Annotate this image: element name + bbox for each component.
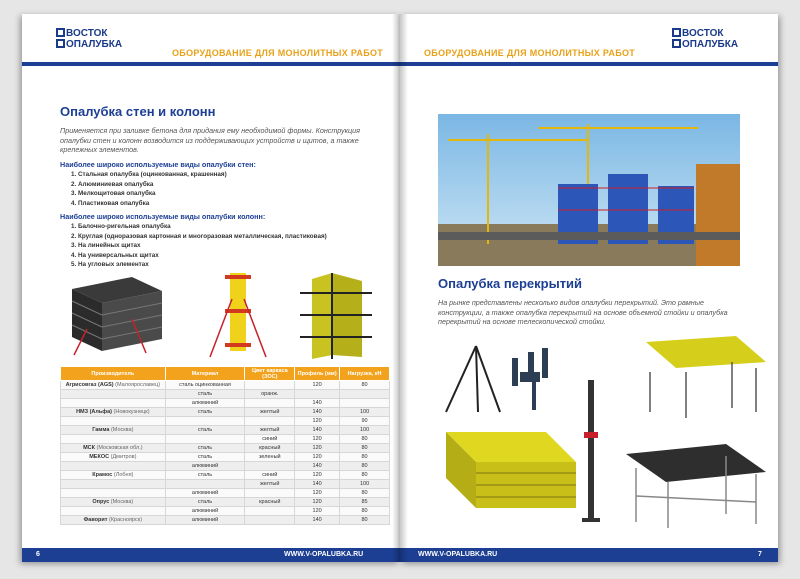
table-row [61, 489, 390, 498]
logo-letter-1: В [682, 28, 689, 39]
logo-line-2: ПАЛУБКА [689, 39, 739, 50]
wall-formwork-illustrations [62, 269, 382, 361]
page-number-left: 6 [36, 551, 40, 558]
maker-name: НМЗ (Альфа) [76, 409, 112, 415]
table-header-row [61, 367, 390, 381]
cell-color [245, 507, 295, 516]
cell-color: синий [245, 471, 295, 480]
table-row [61, 417, 390, 426]
cell-material: сталь [165, 444, 245, 453]
right-page [400, 14, 778, 562]
cell-material: алюминий [165, 516, 245, 525]
timber-beams-image [446, 432, 576, 508]
fork-head-image [512, 348, 548, 410]
list-item: 4. Пластиковая опалубка [78, 199, 368, 209]
brand-logo-right [672, 28, 738, 50]
table-row [61, 516, 390, 525]
cell-load: 80 [340, 435, 390, 444]
corner-column-formwork-image [300, 273, 372, 359]
cell-material: сталь оцинкованная [165, 381, 245, 390]
list-item: 3. На линейных щитах [78, 241, 388, 251]
list-item: 5. На угловых элементах [78, 260, 388, 270]
cell-material [165, 417, 245, 426]
logo-line-2: ПАЛУБКА [73, 39, 123, 50]
table-row [61, 462, 390, 471]
cell-load: 80 [340, 444, 390, 453]
logo-line-1: ОСТОК [72, 28, 108, 39]
cell-profile: 120 [295, 498, 340, 507]
cell-material: сталь [165, 471, 245, 480]
cell-profile: 140 [295, 516, 340, 525]
walls-list-heading: Наиболее широко используемые виды опалубки стен: [60, 160, 256, 169]
cell-profile: 120 [295, 471, 340, 480]
cell-color [245, 489, 295, 498]
table-row [61, 426, 390, 435]
cell-maker [61, 381, 166, 390]
construction-site-photo [438, 114, 740, 266]
frame-scaffold-formwork-image [626, 444, 766, 528]
table-row [61, 507, 390, 516]
table-row [61, 498, 390, 507]
cell-color [245, 381, 295, 390]
logo-letter-1: В [66, 28, 73, 39]
cell-color [245, 399, 295, 408]
cell-profile [295, 390, 340, 399]
cell-color [245, 516, 295, 525]
book-spine-shadow [392, 14, 408, 562]
cell-color: желтый [245, 426, 295, 435]
cell-profile: 120 [295, 435, 340, 444]
cell-profile: 140 [295, 426, 340, 435]
cell-color: желтый [245, 408, 295, 417]
cell-profile: 140 [295, 462, 340, 471]
page-number-right: 7 [758, 551, 762, 558]
cell-profile: 140 [295, 480, 340, 489]
list-item: 4. На универсальных щитах [78, 251, 388, 261]
col-header-color: Цвет каркаса (ЗОС) [245, 367, 295, 381]
footer-bar-left [22, 548, 400, 562]
cell-material: алюминий [165, 399, 245, 408]
cell-load [340, 390, 390, 399]
list-item: 2. Круглая (одноразовая картонная и многоразовая металлическая, пластиковая) [78, 232, 388, 242]
box-formwork-image [72, 277, 162, 355]
maker-name: Крамос [92, 472, 113, 478]
cell-maker [61, 444, 166, 453]
cell-profile: 120 [295, 453, 340, 462]
brand-logo [56, 28, 122, 50]
cell-maker [61, 516, 166, 525]
header-bar-right [400, 62, 778, 66]
table-row [61, 471, 390, 480]
header-title-right: ОБОРУДОВАНИЕ ДЛЯ МОНОЛИТНЫХ РАБОТ [424, 48, 636, 58]
footer-bar-right [400, 548, 778, 562]
cell-profile: 140 [295, 408, 340, 417]
cell-color [245, 462, 295, 471]
cell-color [245, 417, 295, 426]
cell-maker [61, 426, 166, 435]
list-item: 3. Мелкощитовая опалубка [78, 189, 368, 199]
left-page [22, 14, 400, 562]
cell-load: 80 [340, 471, 390, 480]
cell-material: сталь [165, 453, 245, 462]
col-header-maker: Производитель [61, 367, 166, 381]
list-item: 2. Алюминиевая опалубка [78, 180, 368, 190]
maker-city: (Дмитров) [110, 454, 137, 460]
columns-list [68, 222, 388, 270]
cell-load: 100 [340, 408, 390, 417]
maker-city: (Новокузнецк) [113, 409, 150, 415]
cell-profile: 120 [295, 507, 340, 516]
cell-maker [61, 498, 166, 507]
cell-load: 100 [340, 426, 390, 435]
table-row [61, 381, 390, 390]
header-title: ОБОРУДОВАНИЕ ДЛЯ МОНОЛИТНЫХ РАБОТ [172, 48, 384, 58]
header-bar [22, 62, 400, 66]
cell-maker [61, 390, 166, 399]
cell-material: сталь [165, 426, 245, 435]
maker-city: (Малоярославец) [115, 382, 161, 388]
maker-city: (Лобня) [113, 472, 134, 478]
cell-maker [61, 453, 166, 462]
cell-material: алюминий [165, 507, 245, 516]
table-row [61, 453, 390, 462]
list-item: 1. Стальная опалубка (оцинкованная, крашенная) [78, 170, 368, 180]
cell-color: красный [245, 498, 295, 507]
cell-maker [61, 408, 166, 417]
table-row [61, 480, 390, 489]
tripod-image [446, 346, 500, 412]
cell-color: оранж. [245, 390, 295, 399]
telescopic-prop-image [582, 380, 600, 522]
cell-load: 80 [340, 507, 390, 516]
maker-city: (Московская обл.) [96, 445, 143, 451]
logo-line-1: ОСТОК [688, 28, 724, 39]
cell-maker [61, 435, 166, 444]
cell-color: желтый [245, 480, 295, 489]
cell-color: красный [245, 444, 295, 453]
table-body [61, 381, 390, 525]
table-row [61, 399, 390, 408]
maker-name: Агрисовгаз (AGS) [65, 382, 114, 388]
construction-site-photo-art [438, 114, 740, 266]
cell-profile: 120 [295, 489, 340, 498]
maker-name: Опрус [92, 499, 110, 505]
col-header-profile: Профиль (мм) [295, 367, 340, 381]
cell-profile: 120 [295, 417, 340, 426]
table-row [61, 408, 390, 417]
columns-list-heading: Наиболее широко используемые виды опалубки колонн: [60, 212, 266, 221]
cell-material: сталь [165, 408, 245, 417]
cell-material: алюминий [165, 489, 245, 498]
table-row [61, 435, 390, 444]
cell-maker [61, 417, 166, 426]
cell-material [165, 480, 245, 489]
footer-site-right: WWW.V-OPALUBKA.RU [418, 551, 498, 558]
page-title-right: Опалубка перекрытий [438, 276, 583, 291]
cell-load: 80 [340, 516, 390, 525]
cell-material: алюминий [165, 462, 245, 471]
manufacturers-table [60, 366, 390, 525]
cell-load: 80 [340, 462, 390, 471]
maker-name: Гамма [92, 427, 110, 433]
footer-site-left: WWW.V-OPALUBKA.RU [284, 551, 364, 558]
cell-maker [61, 471, 166, 480]
cell-color: зеленый [245, 453, 295, 462]
maker-name: МЕКОС [89, 454, 110, 460]
cell-load: 80 [340, 453, 390, 462]
intro-text-right: На рынке представлены несколько видов опалубки перекрытий. Это рамные конструкции, а также опалубка перекрытий на основе объемной стойки и опалубка перекрытий на основе телескопической стойки. [438, 298, 728, 326]
logo-letter-2: О [682, 39, 690, 50]
table-row [61, 390, 390, 399]
cell-maker [61, 480, 166, 489]
maker-city: (Красноярск) [109, 517, 143, 523]
cell-load [340, 399, 390, 408]
cell-profile: 120 [295, 444, 340, 453]
cell-load: 100 [340, 480, 390, 489]
table-formwork-image [646, 336, 766, 418]
cell-maker [61, 462, 166, 471]
list-item: 1. Балочно-ригельная опалубка [78, 222, 388, 232]
cell-material: сталь [165, 498, 245, 507]
cell-load: 80 [340, 489, 390, 498]
cell-material: сталь [165, 390, 245, 399]
cell-load: 85 [340, 498, 390, 507]
slab-formwork-illustrations [436, 332, 766, 532]
cell-maker [61, 489, 166, 498]
maker-city: (Москва) [110, 499, 134, 505]
cell-profile: 140 [295, 399, 340, 408]
logo-letter-2: О [66, 39, 74, 50]
round-column-formwork-image [210, 273, 266, 357]
table-row [61, 444, 390, 453]
cell-load: 90 [340, 417, 390, 426]
cell-profile: 120 [295, 381, 340, 390]
maker-name: МСК [83, 445, 95, 451]
maker-name: Фаворит [83, 517, 108, 523]
col-header-load: Нагрузка, кН [340, 367, 390, 381]
cell-load: 80 [340, 381, 390, 390]
col-header-material: Материал [165, 367, 245, 381]
page-title: Опалубка стен и колонн [60, 104, 216, 119]
cell-color: синий [245, 435, 295, 444]
walls-list [68, 170, 368, 208]
cell-material [165, 435, 245, 444]
cell-maker [61, 507, 166, 516]
intro-text: Применяется при заливке бетона для придания ему необходимой формы. Конструкция опалубки стен и колонн возводится из поддерживающих устройств и щитов, а также крепежных элементов. [60, 126, 360, 154]
maker-city: (Москва) [110, 427, 134, 433]
cell-maker [61, 399, 166, 408]
